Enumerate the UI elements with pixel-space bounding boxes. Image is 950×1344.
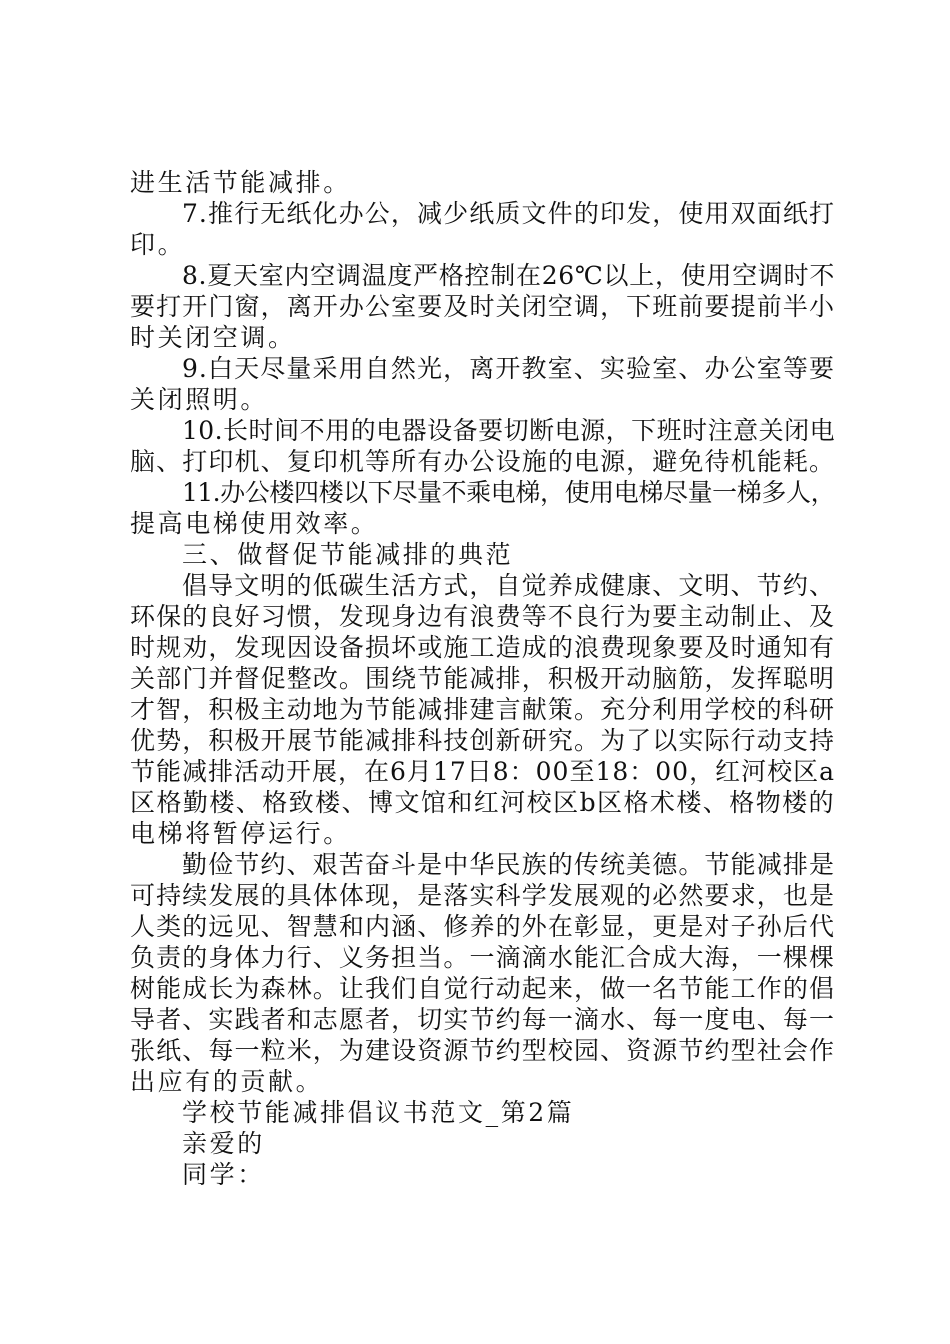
text-line: 张纸、每一粒米，为建设资源节约型校园、资源节约型社会作 (130, 1036, 835, 1065)
text-line: 树能成长为森林。让我们自觉行动起来，做一名节能工作的倡 (130, 974, 835, 1003)
text-line: 要打开门窗，离开办公室要及时关闭空调，下班前要提前半小 (130, 292, 835, 321)
text-line: 提高电梯使用效率。 (130, 509, 379, 538)
text-line: 人类的远见、智慧和内涵、修养的外在彰显，更是对子孙后代 (130, 912, 835, 941)
text-line: 倡导文明的低碳生活方式，自觉养成健康、文明、节约、 (182, 571, 835, 600)
text-line: 电梯将暂停运行。 (130, 819, 351, 848)
text-line: 学校节能减排倡议书范文_第2篇 (182, 1098, 575, 1127)
text-line: 同学： (182, 1160, 265, 1189)
text-line: 10.长时间不用的电器设备要切断电源，下班时注意关闭电 (182, 416, 835, 445)
text-line: 11.办公楼四楼以下尽量不乘电梯，使用电梯尽量一梯多人， (182, 478, 835, 507)
text-line: 7.推行无纸化办公，减少纸质文件的印发，使用双面纸打 (182, 199, 835, 228)
document-body (130, 167, 835, 1190)
text-line: 可持续发展的具体体现，是落实科学发展观的必然要求，也是 (130, 881, 835, 910)
text-line: 进生活节能减排。 (130, 168, 351, 197)
text-line: 9.白天尽量采用自然光，离开教室、实验室、办公室等要 (182, 354, 835, 383)
text-line: 关部门并督促整改。围绕节能减排，积极开动脑筋，发挥聪明 (130, 664, 835, 693)
text-line: 才智，积极主动地为节能减排建言献策。充分利用学校的科研 (130, 695, 835, 724)
text-line: 环保的良好习惯，发现身边有浪费等不良行为要主动制止、及 (130, 602, 835, 631)
text-line: 时规劝，发现因设备损坏或施工造成的浪费现象要及时通知有 (130, 633, 835, 662)
text-line: 亲爱的 (182, 1129, 265, 1158)
text-line: 印。 (130, 230, 186, 259)
text-line: 节能减排活动开展，在6月17日8：00至18：00，红河校区a (130, 757, 835, 786)
text-line: 勤俭节约、艰苦奋斗是中华民族的传统美德。节能减排是 (182, 850, 835, 879)
text-line: 时关闭空调。 (130, 323, 296, 352)
text-line: 优势，积极开展节能减排科技创新研究。为了以实际行动支持 (130, 726, 835, 755)
text-line: 区格勤楼、格致楼、博文馆和红河校区b区格术楼、格物楼的 (130, 788, 835, 817)
text-line: 8.夏天室内空调温度严格控制在26℃以上，使用空调时不 (182, 261, 835, 290)
text-line: 关闭照明。 (130, 385, 269, 414)
text-line: 负责的身体力行、义务担当。一滴滴水能汇合成大海，一棵棵 (130, 943, 835, 972)
text-line: 出应有的贡献。 (130, 1067, 324, 1096)
text-line: 脑、打印机、复印机等所有办公设施的电源，避免待机能耗。 (130, 447, 835, 476)
text-line: 导者、实践者和志愿者，切实节约每一滴水、每一度电、每一 (130, 1005, 835, 1034)
text-line: 三、做督促节能减排的典范 (182, 540, 514, 569)
